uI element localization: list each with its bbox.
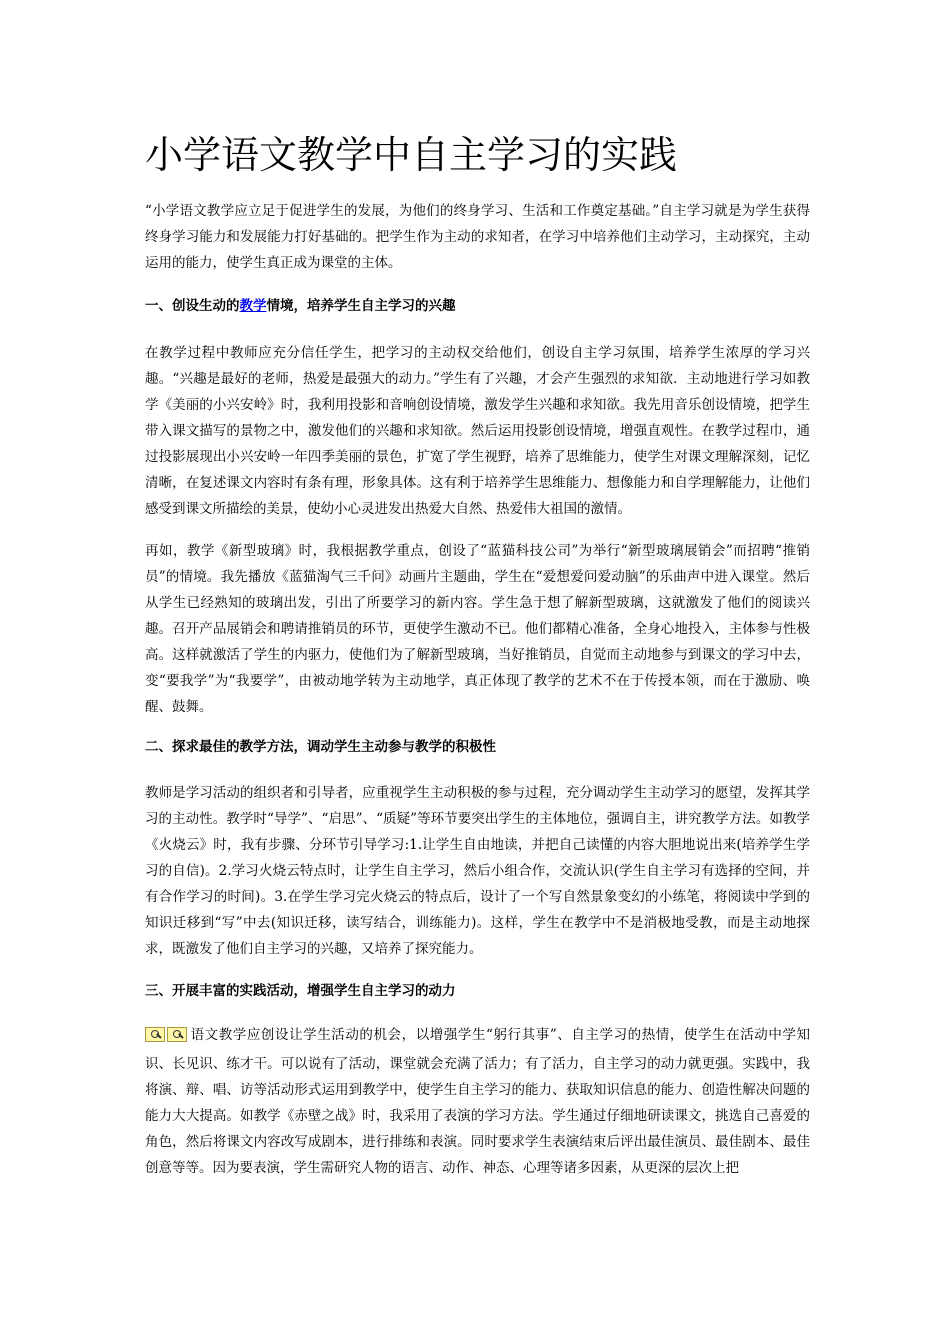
- section1-heading-text-after: 情境，培养学生自主学习的兴趣: [266, 298, 456, 314]
- section1-heading-block: [145, 294, 810, 318]
- section3-paragraph1-block: [145, 1022, 810, 1181]
- inline-icon-pair: [145, 1025, 189, 1051]
- section1-paragraph1-block: [145, 340, 810, 522]
- section1-paragraph2: 再如，教学《新型玻璃》时，我根据教学重点，创设了“蓝猫科技公司”为举行“新型玻璃展销会”而招聘“推销员”的情境。我先播放《蓝猫淘气三千问》动画片主题曲，学生在“爱想爱问爱动脑”的乐曲声中进入课堂。然后从学生已经熟知的玻璃出发，引出了所要学习的新内容。学生急于想了解新型玻璃，这就激发了他们的阅读兴趣。召开产品展销会和聘请推销员的环节，更使学生激动不已。他们都精心准备，全身心地投入，主体参与性极高。这样就激活了学生的内驱力，使他们为了解新型玻璃，当好推销员，自觉而主动地参与到课文的学习中去，变“要我学”为“我要学”，由被动地学转为主动地学，真正体现了教学的艺术不在于传授本领，而在于激励、唤醒、鼓舞。: [145, 543, 810, 715]
- section1-heading-text-before: 一、创设生动的: [145, 298, 240, 314]
- section3-paragraph1: [145, 1022, 810, 1181]
- section2-paragraph1: 教师是学习活动的组织者和引导者，应重视学生主动积极的参与过程，充分调动学生主动学习的愿望，发挥其学习的主动性。教学时“导学”、“启思”、“质疑”等环节要突出学生的主体地位，强调自主，讲究教学方法。如教学《火烧云》时，我有步骤、分环节引导学习:1.让学生自由地读，并把自己读懂的内容大胆地说出来(培养学生学习的自信)。2.学习火烧云特点时，让学生自主学习，然后小组合作，交流认识(学生自主学习有选择的空间，并有合作学习的时间)。3.在学生学习完火烧云的特点后，设计了一个写自然景象变幻的小练笔，将阅读中学到的知识迁移到“写”中去(知识迁移，读写结合，训练能力)。这样，学生在教学中不是消极地受教，而是主动地探求，既激发了他们自主学习的兴趣，又培养了探究能力。: [145, 785, 810, 957]
- section3-paragraph1-text: 语文教学应创设让学生活动的机会，以增强学生“躬行其事”、自主学习的热情，使学生在活动中学知识、长见识、练才干。可以说有了活动，课堂就会充满了活力；有了活力，自主学习的动力就更强。实践中，我将演、辩、唱、访等活动形式运用到教学中，使学生自主学习的能力、获取知识信息的能力、创造性解决问题的能力大大提高。如教学《赤壁之战》时，我采用了表演的学习方法。学生通过仔细地研读课文，挑选自己喜爱的角色，然后将课文内容改写成剧本，进行排练和表演。同时要求学生表演结束后评出最佳演员、最佳剧本、最佳创意等等。因为要表演，学生需研究人物的语言、动作、神态、心理等诸多因素，从更深的层次上把: [145, 1027, 810, 1176]
- section3-heading-block: [145, 979, 810, 1003]
- search-icon[interactable]: [167, 1027, 187, 1042]
- intro-paragraph: “小学语文教学应立足于促进学生的发展，为他们的终身学习、生活和工作奠定基础。”自主学习就是为学生获得终身学习能力和发展能力打好基础的。把学生作为主动的求知者，在学习中培养他们主动学习，主动探究，主动运用的能力，使学生真正成为课堂的主体。: [145, 203, 810, 271]
- section1-paragraph1: 在教学过程中教师应充分信任学生，把学习的主动权交给他们，创设自主学习氛围，培养学生浓厚的学习兴趣。“兴趣是最好的老师，热爱是最强大的动力。”学生有了兴趣，才会产生强烈的求知欲．主动地进行学习如教学《美丽的小兴安岭》时，我利用投影和音响创设情境，激发学生兴趣和求知欲。我先用音乐创设情境，把学生带入课文描写的景物之中，激发他们的兴趣和求知欲。然后运用投影创设情境，增强直观性。在教学过程巾，通过投影展现出小兴安岭一年四季美丽的景色，扩宽了学生视野，培养了思维能力，使学生对课文理解深刻，记忆清晰，在复述课文内容时有条有理，形象具体。这有利于培养学生思维能力、想像能力和自学理解能力，让他们感受到课文所描绘的美景，使幼小心灵进发出热爱大自然、热爱伟大祖国的激情。: [145, 345, 810, 517]
- intro-paragraph-block: [145, 198, 810, 276]
- section2-heading-block: [145, 735, 810, 759]
- search-icon[interactable]: [145, 1027, 165, 1042]
- keyword-link-teaching[interactable]: 教学: [239, 298, 267, 314]
- section2-paragraph1-block: [145, 780, 810, 962]
- section3-heading: 三、开展丰富的实践活动，增强学生自主学习的动力: [145, 983, 456, 999]
- section2-heading: 二、探求最佳的教学方法，调动学生主动参与教学的积极性: [145, 739, 496, 755]
- page-title: 小学语文教学中自主学习的实践: [145, 133, 678, 177]
- section1-heading: [145, 294, 810, 318]
- section1-paragraph2-block: [145, 538, 810, 720]
